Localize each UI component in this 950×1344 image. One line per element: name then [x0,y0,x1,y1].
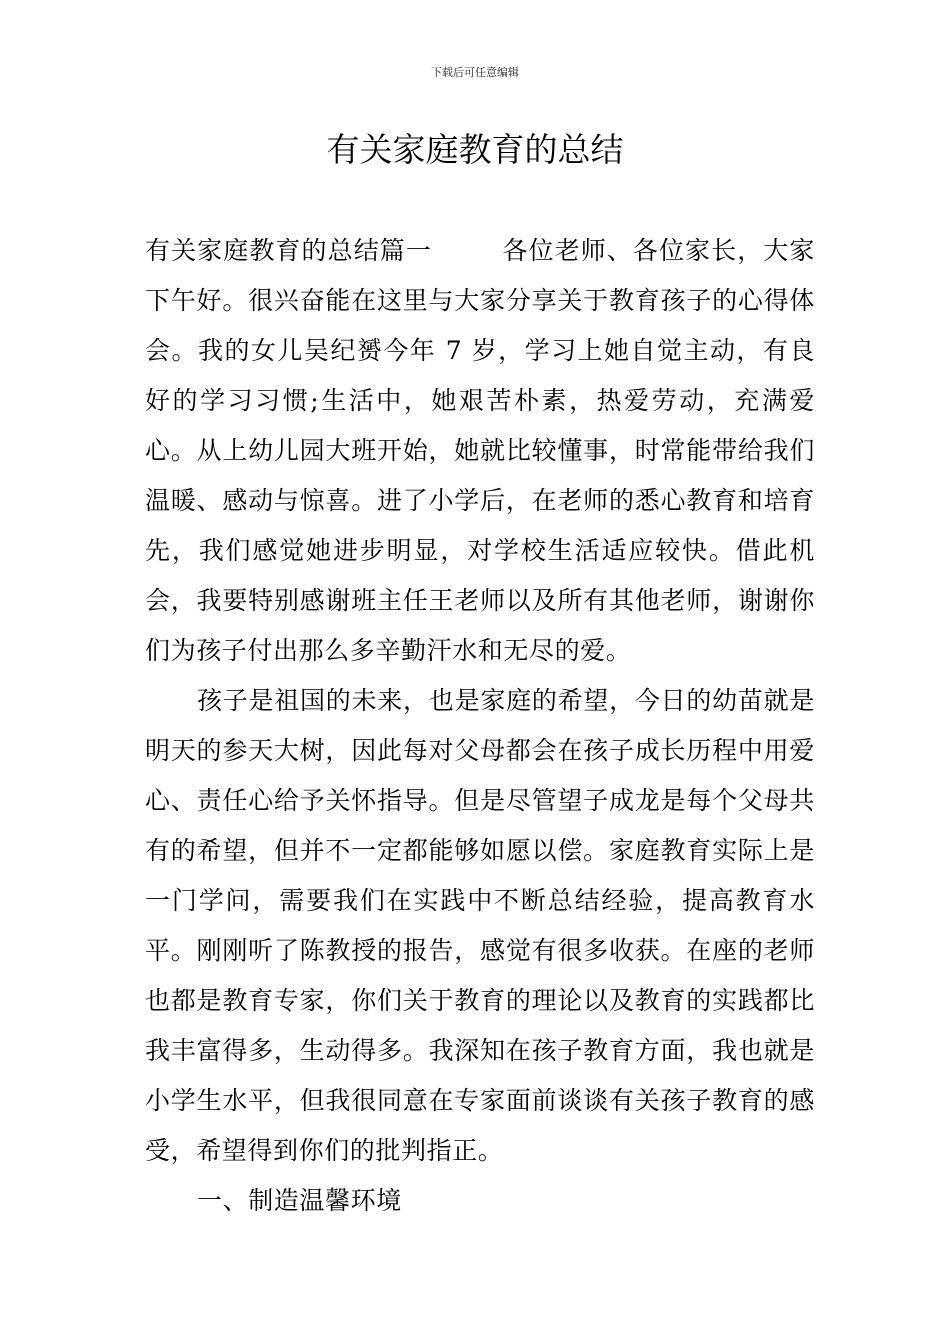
paragraph-1-lead: 有关家庭教育的总结篇一 [145,236,432,265]
section-heading: 一、制造温馨环境 [197,1186,402,1215]
paragraph-1 [145,226,815,676]
document-title: 有关家庭教育的总结 [326,130,624,169]
document-body [145,226,815,1226]
paragraph-2: 孩子是祖国的未来，也是家庭的希望，今日的幼苗就是明天的参天大树，因此每对父母都会在孩子成长历程中用爱心、责任心给予关怀指导。但是尽管望子成龙是每个父母共有的希望，但并不一定都能够如愿以偿。家庭教育实际上是一门学问，需要我们在实践中不断总结经验，提高教育水平。刚刚听了陈教授的报告，感觉有很多收获。在座的老师也都是教育专家，你们关于教育的理论以及教育的实践都比我丰富得多，生动得多。我深知在孩子教育方面，我也就是小学生水平，但我很同意在专家面前谈谈有关孩子教育的感受，希望得到你们的批判指正。 [145,686,815,1165]
header-note: 下载后可任意编辑 [431,66,519,79]
paragraph-1-body: 各位老师、各位家长，大家下午好。很兴奋能在这里与大家分享关于教育孩子的心得体会。我的女儿吴纪赟今年 7 岁，学习上她自觉主动，有良好的学习习惯;生活中，她艰苦朴素，热爱劳动，充满爱心。从上幼儿园大班开始，她就比较懂事，时常能带给我们温暖、感动与惊喜。进了小学后，在老师的悉心教育和培育先，我们感觉她进步明显，对学校生活适应较快。借此机会，我要特别感谢班主任王老师以及所有其他老师，谢谢你们为孩子付出那么多辛勤汗水和无尽的爱。 [145,236,815,665]
